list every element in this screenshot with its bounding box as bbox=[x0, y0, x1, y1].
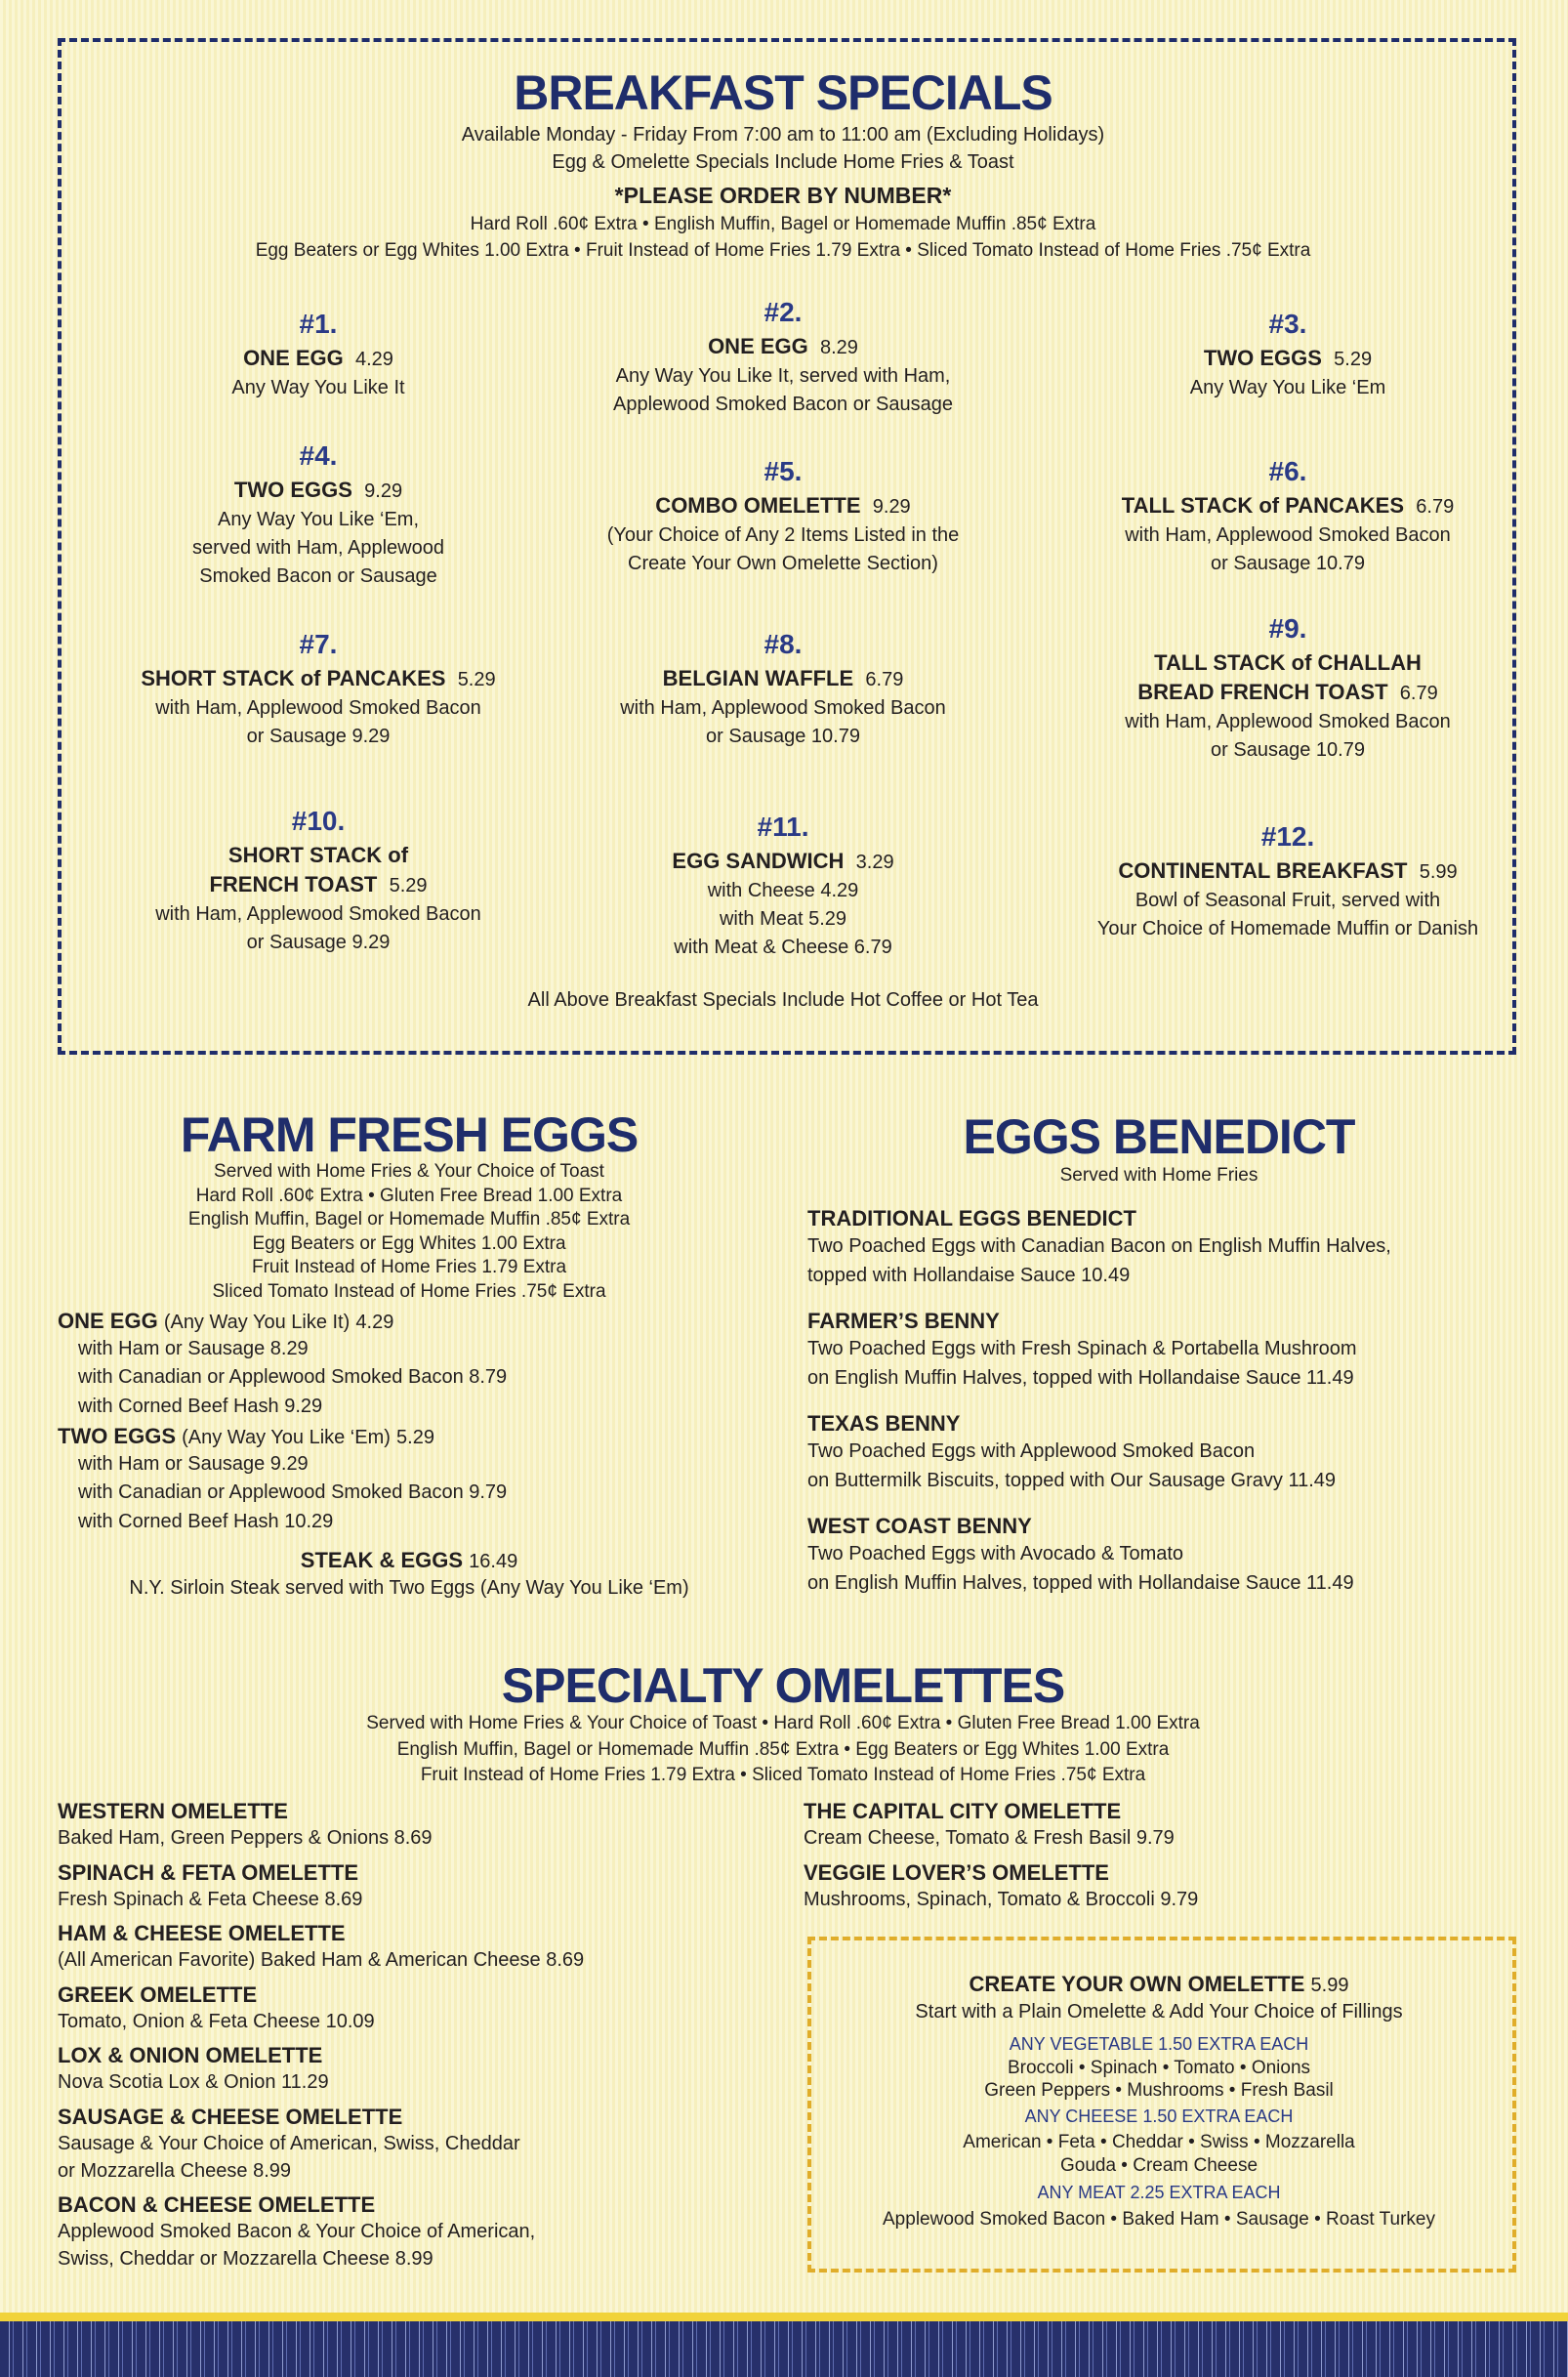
omelette-desc: Swiss, Cheddar or Mozzarella Cheese 8.99 bbox=[58, 2248, 433, 2270]
benedict-item-desc: Two Poached Eggs with Canadian Bacon on English Muffin Halves, bbox=[807, 1235, 1391, 1257]
benedict-item-name: FARMER’S BENNY bbox=[807, 1309, 1000, 1333]
item-name: CREATE YOUR OWN OMELETTE bbox=[969, 1972, 1305, 1996]
farm-extras-line: Fruit Instead of Home Fries 1.79 Extra bbox=[251, 1257, 567, 1277]
omelette-name: WESTERN OMELETTE bbox=[58, 1799, 288, 1823]
benedict-item-name: TEXAS BENNY bbox=[807, 1411, 961, 1436]
special-number: #12. bbox=[1260, 821, 1315, 852]
item-price: 5.29 bbox=[396, 1427, 434, 1448]
item-price: 16.49 bbox=[469, 1551, 518, 1572]
special-desc: (Your Choice of Any 2 Items Listed in the bbox=[606, 524, 960, 546]
special-number: #5. bbox=[763, 456, 803, 486]
benedict-item-name: WEST COAST BENNY bbox=[807, 1514, 1032, 1538]
benedict-item-desc: on Buttermilk Biscuits, topped with Our Sausage Gravy 11.49 bbox=[807, 1469, 1337, 1491]
special-name bbox=[607, 491, 960, 521]
special-desc: Any Way You Like ‘Em bbox=[1189, 377, 1386, 398]
special-number: #10. bbox=[291, 806, 346, 836]
omelette-desc: Fresh Spinach & Feta Cheese 8.69 bbox=[58, 1889, 363, 1910]
benedict-item-desc: topped with Hollandaise Sauce 10.49 bbox=[807, 1264, 1131, 1286]
section-title-breakfast-specials: BREAKFAST SPECIALS bbox=[514, 65, 1052, 120]
special-desc: with Ham, Applewood Smoked Bacon bbox=[1125, 524, 1451, 546]
omelette-name: THE CAPITAL CITY OMELETTE bbox=[804, 1799, 1122, 1823]
special-item bbox=[613, 293, 953, 419]
item-note: (Any Way You Like ‘Em) bbox=[182, 1427, 391, 1448]
special-name-text: SHORT STACK of PANCAKES bbox=[141, 666, 446, 690]
omelette-desc: Baked Ham, Green Peppers & Onions 8.69 bbox=[58, 1827, 433, 1849]
special-price: 9.29 bbox=[364, 480, 403, 502]
farm-extras-line: Served with Home Fries & Your Choice of Toast bbox=[214, 1161, 604, 1182]
special-name bbox=[672, 847, 893, 877]
special-price: 5.29 bbox=[457, 669, 496, 690]
special-name bbox=[1125, 678, 1451, 708]
special-desc: Create Your Own Omelette Section) bbox=[628, 553, 938, 574]
special-price: 5.29 bbox=[389, 875, 428, 897]
item-name: TWO EGGS bbox=[58, 1424, 176, 1448]
special-desc: or Sausage 10.79 bbox=[1211, 739, 1365, 761]
special-price: 6.79 bbox=[1399, 683, 1438, 704]
farm-item-two-eggs bbox=[58, 1424, 434, 1449]
section-title-farm-fresh-eggs: FARM FRESH EGGS bbox=[180, 1107, 639, 1162]
special-name bbox=[231, 344, 404, 374]
farm-option: with Corned Beef Hash 9.29 bbox=[78, 1395, 323, 1417]
special-desc: Any Way You Like It bbox=[231, 377, 405, 398]
farm-option: with Ham or Sausage 9.29 bbox=[78, 1452, 309, 1475]
filling-options: Gouda • Cream Cheese bbox=[1059, 2155, 1259, 2176]
farm-option: with Ham or Sausage 8.29 bbox=[78, 1337, 309, 1359]
special-price: 4.29 bbox=[354, 349, 393, 370]
special-desc: or Sausage 9.29 bbox=[246, 932, 391, 953]
special-price: 3.29 bbox=[855, 852, 894, 873]
special-desc: or Sausage 10.79 bbox=[706, 726, 860, 747]
omelette-desc: (All American Favorite) Baked Ham & American Cheese 8.69 bbox=[58, 1949, 585, 1971]
farm-extras-line: Sliced Tomato Instead of Home Fries .75¢ Extra bbox=[212, 1280, 606, 1302]
omelette-desc: or Mozzarella Cheese 8.99 bbox=[58, 2160, 292, 2182]
special-number: #3. bbox=[1268, 309, 1307, 339]
section-title-specialty-omelettes: SPECIALTY OMELETTES bbox=[501, 1658, 1065, 1713]
omelette-name: SAUSAGE & CHEESE OMELETTE bbox=[58, 2105, 403, 2129]
special-desc: Bowl of Seasonal Fruit, served with bbox=[1135, 890, 1441, 911]
special-price: 6.79 bbox=[1416, 496, 1455, 518]
special-number: #6. bbox=[1268, 456, 1307, 486]
special-price: 8.29 bbox=[819, 337, 858, 358]
omelette-name: LOX & ONION OMELETTE bbox=[58, 2043, 323, 2067]
special-desc: or Sausage 9.29 bbox=[246, 726, 391, 747]
special-number: #4. bbox=[299, 440, 338, 471]
omelette-extras-line: English Muffin, Bagel or Homemade Muffin .85¢ Extra • Egg Beaters or Egg Whites 1.00 Extra bbox=[396, 1738, 1170, 1760]
special-desc: with Ham, Applewood Smoked Bacon bbox=[1125, 711, 1451, 732]
filling-options: Broccoli • Spinach • Tomato • Onions bbox=[1007, 2058, 1311, 2078]
steak-desc: N.Y. Sirloin Steak served with Two Eggs (Any Way You Like ‘Em) bbox=[129, 1577, 689, 1599]
omelette-name: SPINACH & FETA OMELETTE bbox=[58, 1860, 358, 1885]
special-name-text: TALL STACK of PANCAKES bbox=[1121, 493, 1405, 518]
filling-group-label: ANY VEGETABLE 1.50 EXTRA EACH bbox=[1009, 2034, 1309, 2054]
specials-extras: Egg Beaters or Egg Whites 1.00 Extra • Fruit Instead of Home Fries 1.79 Extra • Sliced Tomato Instead of Home Fries .75¢ Extra bbox=[255, 240, 1311, 261]
specials-extras: Hard Roll .60¢ Extra • English Muffin, Bagel or Homemade Muffin .85¢ Extra bbox=[470, 214, 1096, 234]
omelette-name: GREEK OMELETTE bbox=[58, 1982, 258, 2007]
special-item bbox=[192, 437, 444, 591]
special-number: #9. bbox=[1268, 613, 1307, 644]
omelette-desc: Mushrooms, Spinach, Tomato & Broccoli 9.79 bbox=[804, 1889, 1199, 1910]
special-number: #2. bbox=[763, 297, 803, 327]
filling-group-label: ANY CHEESE 1.50 EXTRA EACH bbox=[1024, 2106, 1294, 2126]
farm-item-one-egg bbox=[58, 1309, 393, 1334]
special-desc: with Cheese 4.29 bbox=[707, 880, 859, 901]
create-your-own-title bbox=[970, 1972, 1349, 1997]
filling-options: Applewood Smoked Bacon • Baked Ham • Sausage • Roast Turkey bbox=[883, 2209, 1435, 2230]
special-name-text: TWO EGGS bbox=[1203, 346, 1322, 370]
special-name bbox=[141, 664, 495, 694]
special-desc: served with Ham, Applewood bbox=[192, 537, 444, 559]
omelette-name: BACON & CHEESE OMELETTE bbox=[58, 2192, 376, 2217]
special-price: 5.29 bbox=[1334, 349, 1373, 370]
special-name-text: EGG SANDWICH bbox=[672, 849, 845, 873]
special-name-text: TWO EGGS bbox=[233, 478, 352, 502]
special-item bbox=[155, 802, 481, 957]
special-desc: Any Way You Like It, served with Ham, bbox=[615, 365, 951, 387]
special-name-text: CONTINENTAL BREAKFAST bbox=[1118, 858, 1408, 883]
farm-extras-line: Hard Roll .60¢ Extra • Gluten Free Bread 1.00 Extra bbox=[195, 1185, 623, 1206]
footer-stripe bbox=[0, 2313, 1568, 2377]
special-number: #1. bbox=[299, 309, 338, 339]
farm-option: with Canadian or Applewood Smoked Bacon 9.79 bbox=[78, 1481, 508, 1503]
omelette-desc: Nova Scotia Lox & Onion 11.29 bbox=[58, 2071, 329, 2093]
filling-options: Green Peppers • Mushrooms • Fresh Basil bbox=[984, 2080, 1334, 2101]
item-price: 5.99 bbox=[1310, 1975, 1349, 1996]
special-name bbox=[192, 476, 444, 506]
create-your-own-subtitle: Start with a Plain Omelette & Add Your Choice of Fillings bbox=[915, 2001, 1403, 2023]
special-name bbox=[613, 332, 953, 362]
special-item bbox=[141, 625, 495, 751]
special-name bbox=[620, 664, 946, 694]
special-name-text: ONE EGG bbox=[708, 334, 808, 358]
special-name bbox=[1190, 344, 1385, 374]
special-item bbox=[231, 305, 404, 402]
special-name-text: TALL STACK of CHALLAH bbox=[1154, 650, 1422, 675]
special-name-text: FRENCH TOAST bbox=[209, 872, 378, 897]
farm-extras-line: Egg Beaters or Egg Whites 1.00 Extra bbox=[252, 1232, 566, 1254]
special-desc: with Meat 5.29 bbox=[719, 908, 847, 930]
special-desc: Any Way You Like ‘Em, bbox=[217, 509, 420, 530]
special-name-text: BREAD FRENCH TOAST bbox=[1137, 680, 1388, 704]
special-name bbox=[1097, 856, 1478, 887]
special-item bbox=[620, 625, 946, 751]
benedict-item-desc: on English Muffin Halves, topped with Hollandaise Sauce 11.49 bbox=[807, 1366, 1354, 1389]
benedict-item-desc: Two Poached Eggs with Fresh Spinach & Portabella Mushroom bbox=[807, 1338, 1357, 1359]
omelette-extras-line: Fruit Instead of Home Fries 1.79 Extra • Sliced Tomato Instead of Home Fries .75¢ Extra bbox=[420, 1765, 1146, 1785]
specials-footer-note: All Above Breakfast Specials Include Hot Coffee or Hot Tea bbox=[527, 989, 1039, 1011]
farm-item-steak-eggs bbox=[301, 1548, 517, 1573]
benedict-item-desc: Two Poached Eggs with Applewood Smoked Bacon bbox=[807, 1440, 1256, 1462]
special-price: 5.99 bbox=[1419, 861, 1458, 883]
omelette-name: VEGGIE LOVER’S OMELETTE bbox=[804, 1860, 1109, 1885]
order-by-number-note: *PLEASE ORDER BY NUMBER* bbox=[614, 183, 952, 208]
special-desc: Smoked Bacon or Sausage bbox=[199, 565, 437, 587]
special-price: 9.29 bbox=[872, 496, 911, 518]
special-number: #7. bbox=[299, 629, 338, 659]
special-item bbox=[607, 452, 960, 578]
special-item bbox=[1097, 817, 1478, 943]
special-price: 6.79 bbox=[865, 669, 904, 690]
special-name bbox=[155, 841, 481, 870]
special-item bbox=[672, 808, 893, 962]
omelette-extras-line: Served with Home Fries & Your Choice of Toast • Hard Roll .60¢ Extra • Gluten Free Bread 1.00 Extra bbox=[366, 1713, 1200, 1733]
omelette-desc: Cream Cheese, Tomato & Fresh Basil 9.79 bbox=[804, 1827, 1175, 1849]
special-name bbox=[155, 870, 481, 900]
special-number: #11. bbox=[757, 812, 809, 842]
special-name bbox=[1125, 648, 1451, 678]
special-desc: with Ham, Applewood Smoked Bacon bbox=[155, 697, 481, 719]
special-name-text: ONE EGG bbox=[243, 346, 344, 370]
special-desc: with Meat & Cheese 6.79 bbox=[674, 937, 892, 958]
special-name-text: BELGIAN WAFFLE bbox=[662, 666, 854, 690]
item-price: 4.29 bbox=[355, 1312, 394, 1333]
section-title-eggs-benedict: EGGS BENEDICT bbox=[963, 1109, 1355, 1164]
special-desc: with Ham, Applewood Smoked Bacon bbox=[620, 697, 946, 719]
farm-option: with Corned Beef Hash 10.29 bbox=[78, 1510, 334, 1532]
special-name-text: COMBO OMELETTE bbox=[655, 493, 861, 518]
item-name: STEAK & EGGS bbox=[300, 1548, 464, 1572]
benedict-item-name: TRADITIONAL EGGS BENEDICT bbox=[807, 1206, 1136, 1230]
omelette-desc: Applewood Smoked Bacon & Your Choice of American, bbox=[58, 2221, 536, 2242]
special-desc: or Sausage 10.79 bbox=[1211, 553, 1365, 574]
filling-group-label: ANY MEAT 2.25 EXTRA EACH bbox=[1037, 2183, 1281, 2202]
item-note: (Any Way You Like It) bbox=[163, 1312, 351, 1333]
benedict-item-desc: Two Poached Eggs with Avocado & Tomato bbox=[807, 1543, 1184, 1564]
benedict-item-desc: on English Muffin Halves, topped with Hollandaise Sauce 11.49 bbox=[807, 1571, 1354, 1594]
filling-options: American • Feta • Cheddar • Swiss • Mozzarella bbox=[963, 2132, 1355, 2152]
special-desc: Applewood Smoked Bacon or Sausage bbox=[612, 394, 954, 415]
omelette-name: HAM & CHEESE OMELETTE bbox=[58, 1921, 346, 1945]
item-name: ONE EGG bbox=[58, 1309, 158, 1333]
specials-availability: Available Monday - Friday From 7:00 am to 11:00 am (Excluding Holidays) bbox=[461, 124, 1105, 146]
special-item bbox=[1190, 305, 1385, 402]
benedict-subtitle: Served with Home Fries bbox=[1059, 1165, 1259, 1186]
farm-extras-line: English Muffin, Bagel or Homemade Muffin .85¢ Extra bbox=[187, 1209, 631, 1230]
special-name bbox=[1122, 491, 1454, 521]
special-name-text: SHORT STACK of bbox=[227, 843, 409, 867]
omelette-desc: Tomato, Onion & Feta Cheese 10.09 bbox=[58, 2011, 375, 2032]
omelette-desc: Sausage & Your Choice of American, Swiss, Cheddar bbox=[58, 2133, 520, 2154]
special-desc: Your Choice of Homemade Muffin or Danish bbox=[1096, 918, 1479, 939]
farm-option: with Canadian or Applewood Smoked Bacon 8.79 bbox=[78, 1366, 508, 1388]
specials-includes: Egg & Omelette Specials Include Home Fries & Toast bbox=[552, 151, 1014, 173]
special-item bbox=[1122, 452, 1454, 578]
special-number: #8. bbox=[763, 629, 803, 659]
special-item bbox=[1125, 609, 1451, 765]
special-desc: with Ham, Applewood Smoked Bacon bbox=[155, 903, 481, 925]
